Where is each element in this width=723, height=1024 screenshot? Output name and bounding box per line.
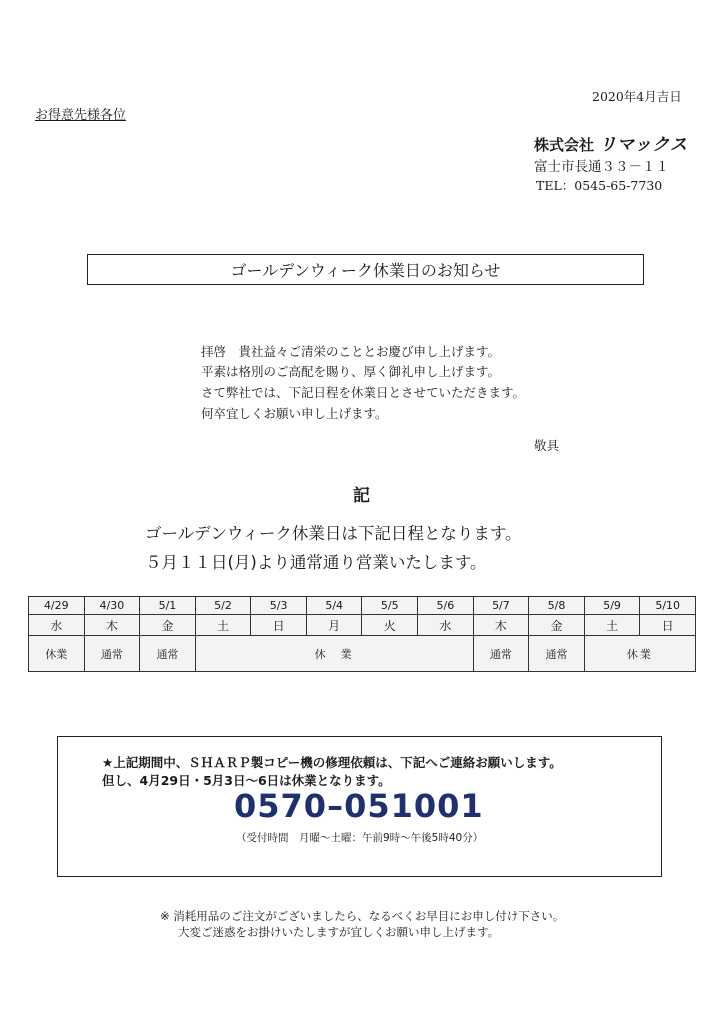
date-cell: 5/9 (584, 597, 640, 615)
letter-closing: 敬具 (534, 438, 560, 453)
addressee: お得意先様各位 (35, 108, 127, 123)
reception-hours: （受付時間 月曜～土曜：午前9時～午後5時40分） (236, 832, 484, 844)
date-cell: 5/1 (140, 597, 196, 615)
date-cell: 5/3 (251, 597, 307, 615)
repair-notice-line: ★上記期間中、ＳＨＡＲＰ製コピー機の修理依頼は、下記へご連絡お願いします。 (102, 755, 562, 770)
status-cell-open: 通常 (84, 636, 140, 672)
status-cell-open: 通常 (140, 636, 196, 672)
table-row-weekdays (29, 615, 696, 636)
status-cell-open: 通常 (473, 636, 529, 672)
table-row-dates (29, 597, 696, 615)
footer-note: ※ 消耗用品のご注文がございましたら、なるべくお早目にお申し付け下さい。 (160, 909, 565, 923)
weekday-cell: 金 (140, 615, 196, 636)
date-cell: 5/2 (195, 597, 251, 615)
company-address: 富士市長通３３－１１ (534, 159, 669, 175)
issue-date: 2020年4月吉日 (592, 89, 682, 104)
weekday-cell: 木 (84, 615, 140, 636)
table-row-status (29, 636, 696, 672)
status-cell-open: 通常 (529, 636, 585, 672)
date-cell: 5/6 (418, 597, 474, 615)
date-cell: 5/4 (306, 597, 362, 615)
date-cell: 5/10 (640, 597, 696, 615)
weekday-cell: 水 (29, 615, 85, 636)
ki-heading: 記 (353, 486, 370, 506)
company-prefix: 株式会社 (534, 136, 595, 154)
status-cell-closed-span: 休 業 (195, 636, 473, 672)
weekday-cell: 日 (640, 615, 696, 636)
company-tel: TEL：0545-65-7730 (536, 178, 663, 193)
company-brand: リマックス (599, 135, 689, 155)
holiday-schedule-table (28, 596, 696, 672)
status-cell-closed: 休業 (29, 636, 85, 672)
weekday-cell: 火 (362, 615, 418, 636)
letter-line: 平素は格別のご高配を賜り、厚く御礼申し上げます。 (201, 364, 501, 379)
date-cell: 4/29 (29, 597, 85, 615)
notice-line: ゴールデンウィーク休業日は下記日程となります。 (145, 524, 522, 543)
company-name (534, 130, 688, 155)
date-cell: 4/30 (84, 597, 140, 615)
weekday-cell: 水 (418, 615, 474, 636)
date-cell: 5/8 (529, 597, 585, 615)
weekday-cell: 土 (195, 615, 251, 636)
repair-notice-line: 但し、4月29日・5月3日～6日は休業となります。 (102, 773, 391, 788)
notice-title: ゴールデンウィーク休業日のお知らせ (87, 254, 644, 285)
repair-phone-number: 0570–051001 (234, 787, 484, 825)
weekday-cell: 土 (584, 615, 640, 636)
weekday-cell: 月 (306, 615, 362, 636)
date-cell: 5/5 (362, 597, 418, 615)
letter-line: 拝啓 貴社益々ご清栄のこととお慶び申し上げます。 (201, 344, 501, 359)
date-cell: 5/7 (473, 597, 529, 615)
letter-line: 何卒宜しくお願い申し上げます。 (201, 406, 388, 421)
letter-line: さて弊社では、下記日程を休業日とさせていただきます。 (201, 385, 526, 400)
weekday-cell: 金 (529, 615, 585, 636)
notice-line: ５月１１日(月)より通常通り営業いたします。 (145, 553, 487, 572)
weekday-cell: 木 (473, 615, 529, 636)
footer-note: 大変ご迷惑をお掛けいたしますが宜しくお願い申し上げます。 (178, 925, 500, 939)
status-cell-closed-span: 休業 (584, 636, 695, 672)
weekday-cell: 日 (251, 615, 307, 636)
